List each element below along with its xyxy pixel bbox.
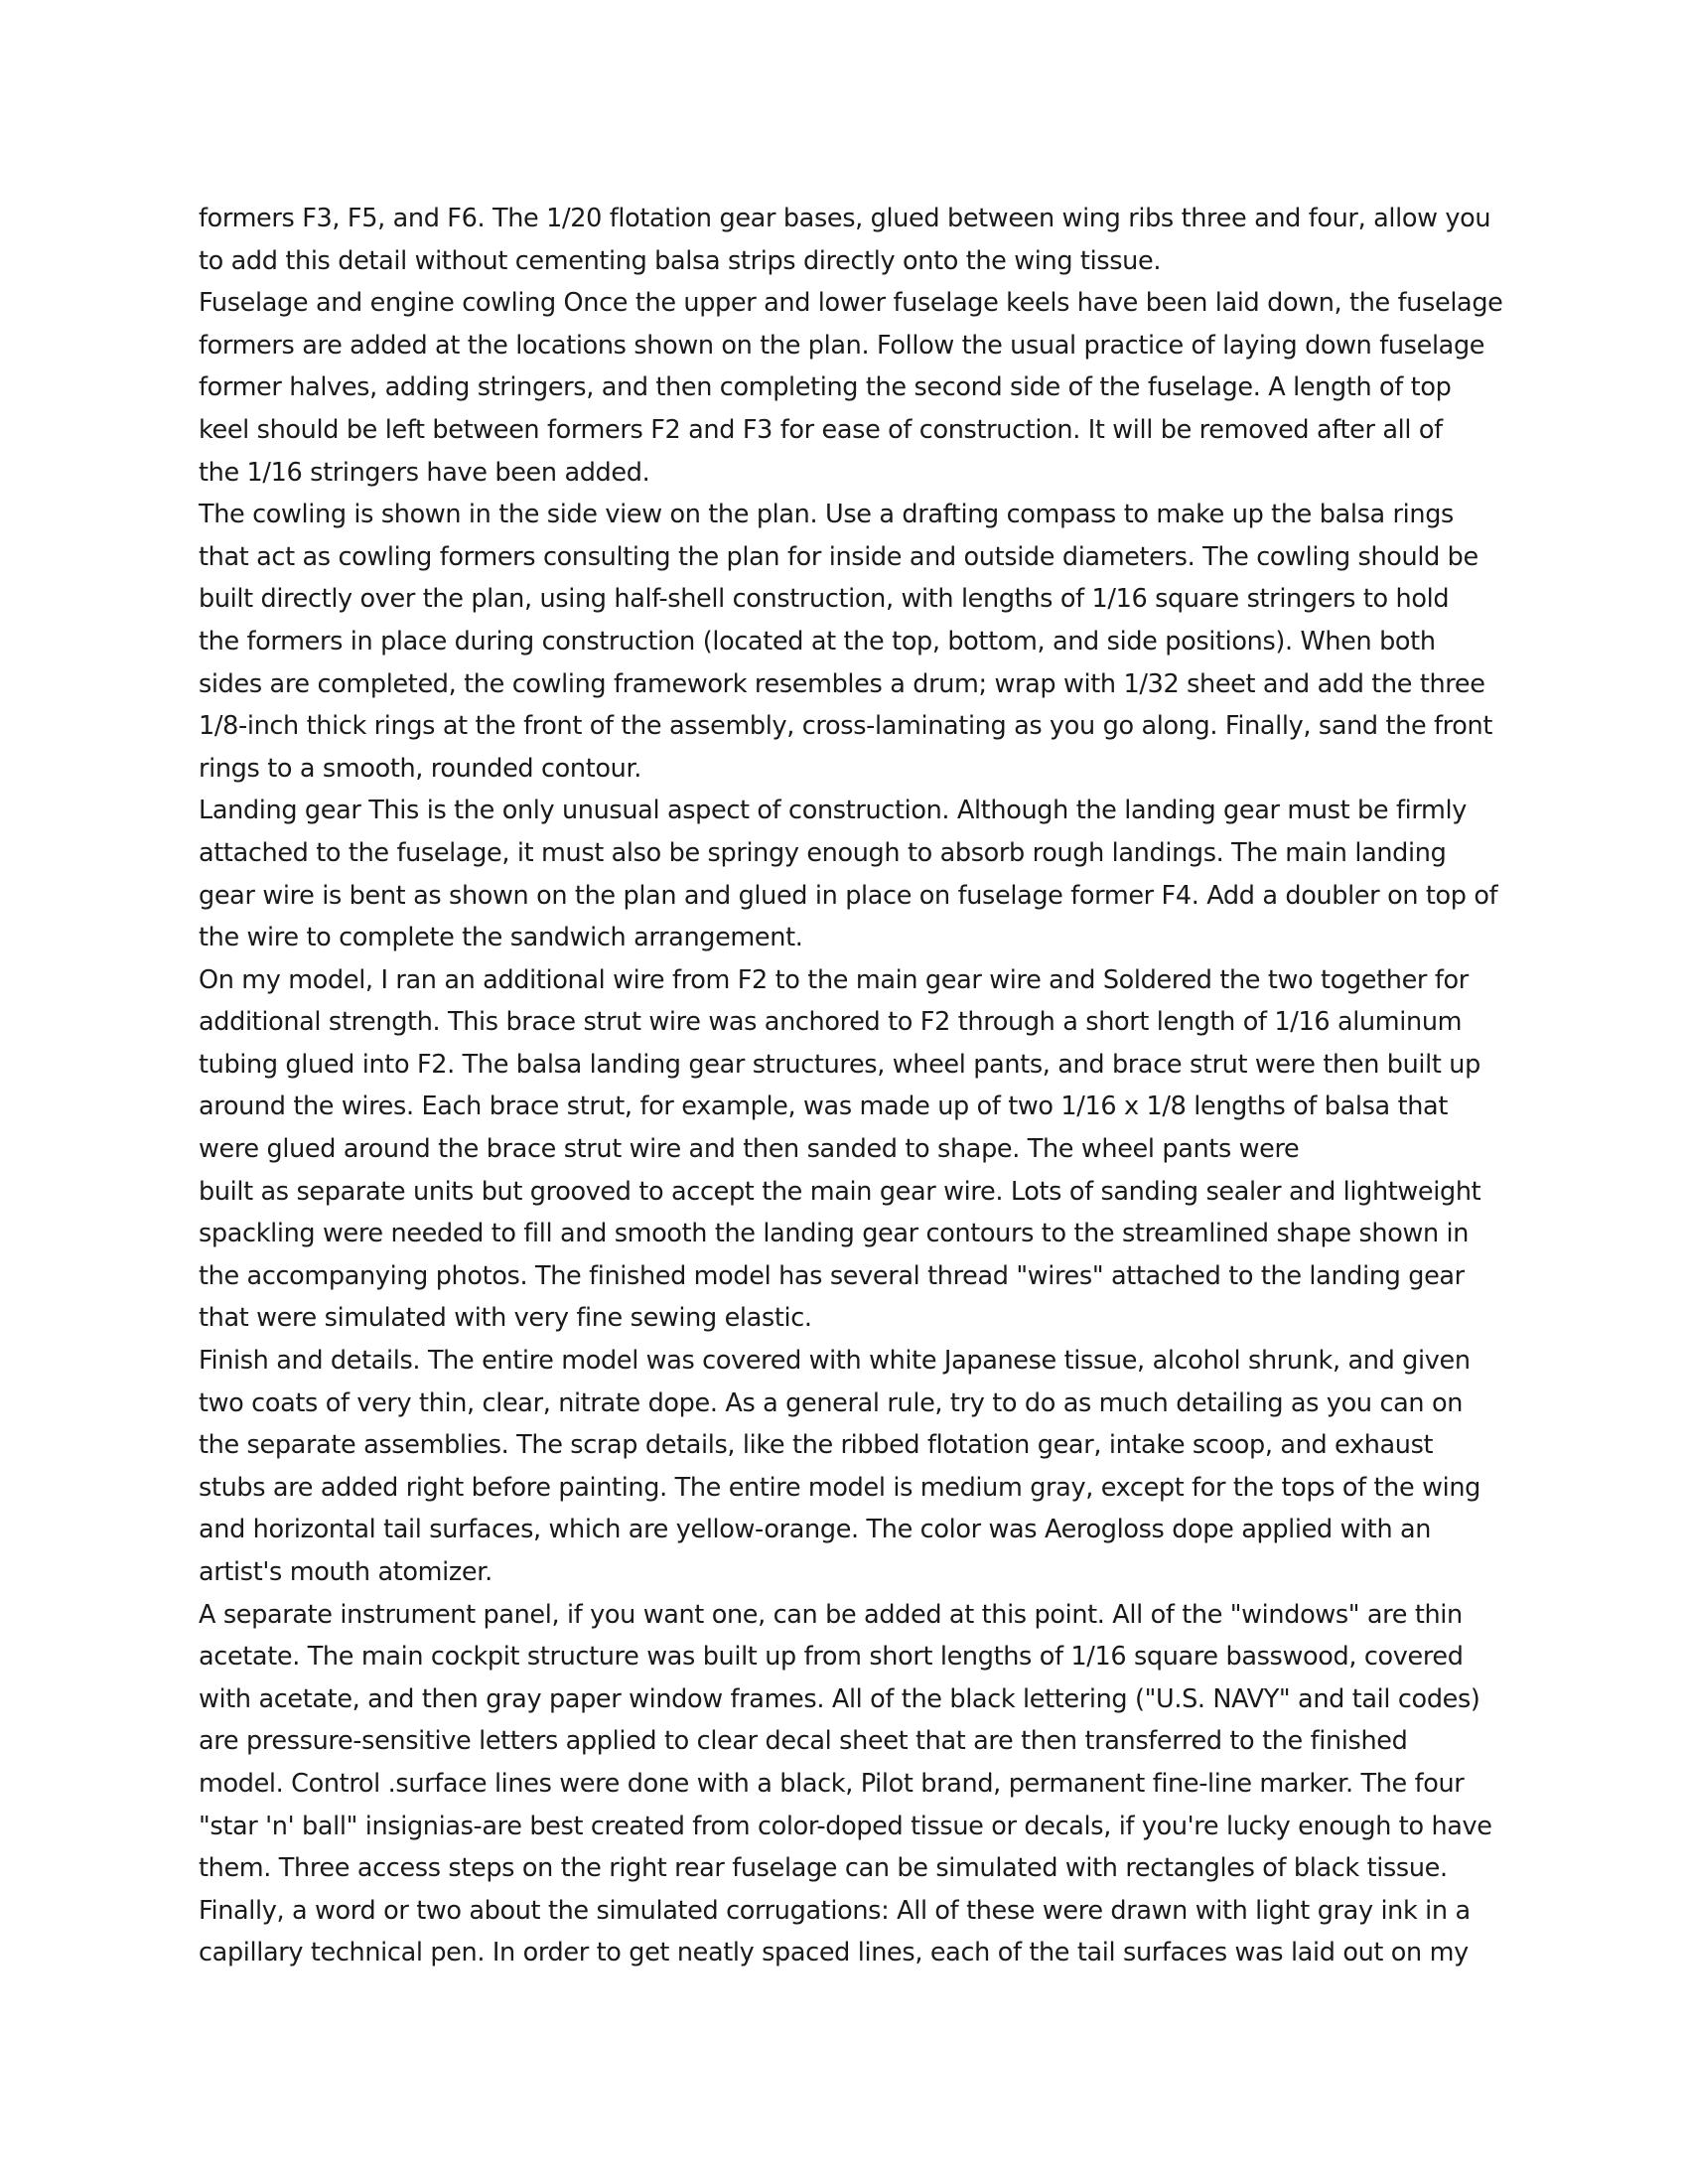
- text-line: 1/8-inch thick rings at the front of the assembly, cross-laminating as you go along. Finally, sand the front: [199, 711, 1492, 742]
- text-line: and horizontal tail surfaces, which are yellow-orange. The color was Aerogloss dope applied with an: [199, 1515, 1432, 1545]
- text-line: rings to a smooth, rounded contour.: [199, 753, 642, 784]
- text-line: On my model, I ran an additional wire from F2 to the main gear wire and Soldered the two together for: [199, 964, 1469, 995]
- document-body: [199, 198, 1503, 1974]
- text-line: gear wire is bent as shown on the plan and glued in place on fuselage former F4. Add a doubler on top of: [199, 880, 1498, 911]
- text-line: stubs are added right before painting. The entire model is medium gray, except for the tops of the wing: [199, 1472, 1480, 1503]
- text-line: capillary technical pen. In order to get neatly spaced lines, each of the tail surfaces was laid out on my: [199, 1938, 1469, 1968]
- paragraph: [199, 1171, 1489, 1340]
- text-line: formers are added at the locations shown on the plan. Follow the usual practice of laying down fuselage: [199, 330, 1485, 361]
- text-line: The cowling is shown in the side view on the plan. Use a drafting compass to make up the balsa rings: [199, 500, 1454, 530]
- text-line: formers F3, F5, and F6. The 1/20 flotation gear bases, glued between wing ribs three and four, allow you: [199, 204, 1491, 233]
- text-line: that act as cowling formers consulting the plan for inside and outside diameters. The cowling should be: [199, 541, 1478, 572]
- text-line: built directly over the plan, using half-shell construction, with lengths of 1/16 square stringers to hold: [199, 584, 1450, 615]
- text-line: spackling were needed to fill and smooth the landing gear contours to the streamlined shape shown in: [199, 1219, 1470, 1249]
- text-line: acetate. The main cockpit structure was built up from short lengths of 1/16 square basswood, covered: [199, 1642, 1464, 1673]
- paragraph: [199, 282, 1503, 494]
- paragraph: [199, 1340, 1489, 1594]
- text-line: that were simulated with very fine sewing elastic.: [199, 1303, 812, 1334]
- text-line: tubing glued into F2. The balsa landing gear structures, wheel pants, and brace strut were then built up: [199, 1049, 1480, 1080]
- text-line: keel should be left between formers F2 and F3 for ease of construction. It will be removed after all of: [199, 414, 1443, 445]
- text-line: the accompanying photos. The finished model has several thread "wires" attached to the landing gear: [199, 1260, 1465, 1291]
- text-line: them. Three access steps on the right rear fuselage can be simulated with rectangles of black tissue.: [199, 1853, 1448, 1884]
- text-line: the formers in place during construction (located at the top, bottom, and side positions). When both: [199, 626, 1436, 656]
- paragraph: [199, 1890, 1489, 1974]
- text-line: attached to the fuselage, it must also be springy enough to absorb rough landings. The main landing: [199, 837, 1447, 868]
- text-line: to add this detail without cementing balsa strips directly onto the wing tissue.: [199, 245, 1162, 276]
- text-line: built as separate units but grooved to accept the main gear wire. Lots of sanding sealer and lightweight: [199, 1176, 1481, 1207]
- paragraph: [199, 959, 1489, 1171]
- text-line: the 1/16 stringers have been added.: [199, 457, 650, 488]
- text-line: around the wires. Each brace strut, for example, was made up of two 1/16 x 1/8 lengths of balsa that: [199, 1092, 1448, 1122]
- text-line: two coats of very thin, clear, nitrate dope. As a general rule, try to do as much detailing as you can on: [199, 1387, 1464, 1418]
- text-line: Finally, a word or two about the simulated corrugations: All of these were drawn with light gray ink in a: [199, 1895, 1471, 1926]
- text-line: artist's mouth atomizer.: [199, 1557, 492, 1587]
- text-line: model. Control .surface lines were done with a black, Pilot brand, permanent fine-line marker. The four: [199, 1768, 1465, 1799]
- text-line: Fuselage and engine cowling Once the upper and lower fuselage keels have been laid down, the fuselage: [199, 288, 1503, 319]
- text-line: Landing gear This is the only unusual aspect of construction. Although the landing gear must be firmly: [199, 796, 1467, 826]
- text-line: A separate instrument panel, if you want one, can be added at this point. All of the "windows" are thin: [199, 1599, 1463, 1630]
- paragraph: [199, 1594, 1492, 1890]
- paragraph: [199, 198, 1489, 282]
- text-line: were glued around the brace strut wire and then sanded to shape. The wheel pants were: [199, 1134, 1300, 1165]
- text-line: additional strength. This brace strut wire was anchored to F2 through a short length of 1/16 aluminum: [199, 1007, 1463, 1038]
- text-line: sides are completed, the cowling framework resembles a drum; wrap with 1/32 sheet and add the three: [199, 668, 1485, 699]
- text-line: "star 'n' ball" insignias-are best created from color-doped tissue or decals, if you're lucky enough to have: [199, 1811, 1492, 1841]
- paragraph: [199, 790, 1498, 958]
- text-line: Finish and details. The entire model was covered with white Japanese tissue, alcohol shrunk, and given: [199, 1346, 1471, 1377]
- paragraph: [199, 494, 1492, 790]
- text-line: are pressure-sensitive letters applied to clear decal sheet that are then transferred to the finished: [199, 1726, 1408, 1757]
- text-line: former halves, adding stringers, and then completing the second side of the fuselage. A length of top: [199, 372, 1452, 403]
- text-line: with acetate, and then gray paper window frames. All of the black lettering ("U.S. NAVY" and tail codes): [199, 1683, 1480, 1714]
- text-line: the separate assemblies. The scrap details, like the ribbed flotation gear, intake scoop, and exhaust: [199, 1430, 1434, 1461]
- text-line: the wire to complete the sandwich arrangement.: [199, 923, 803, 953]
